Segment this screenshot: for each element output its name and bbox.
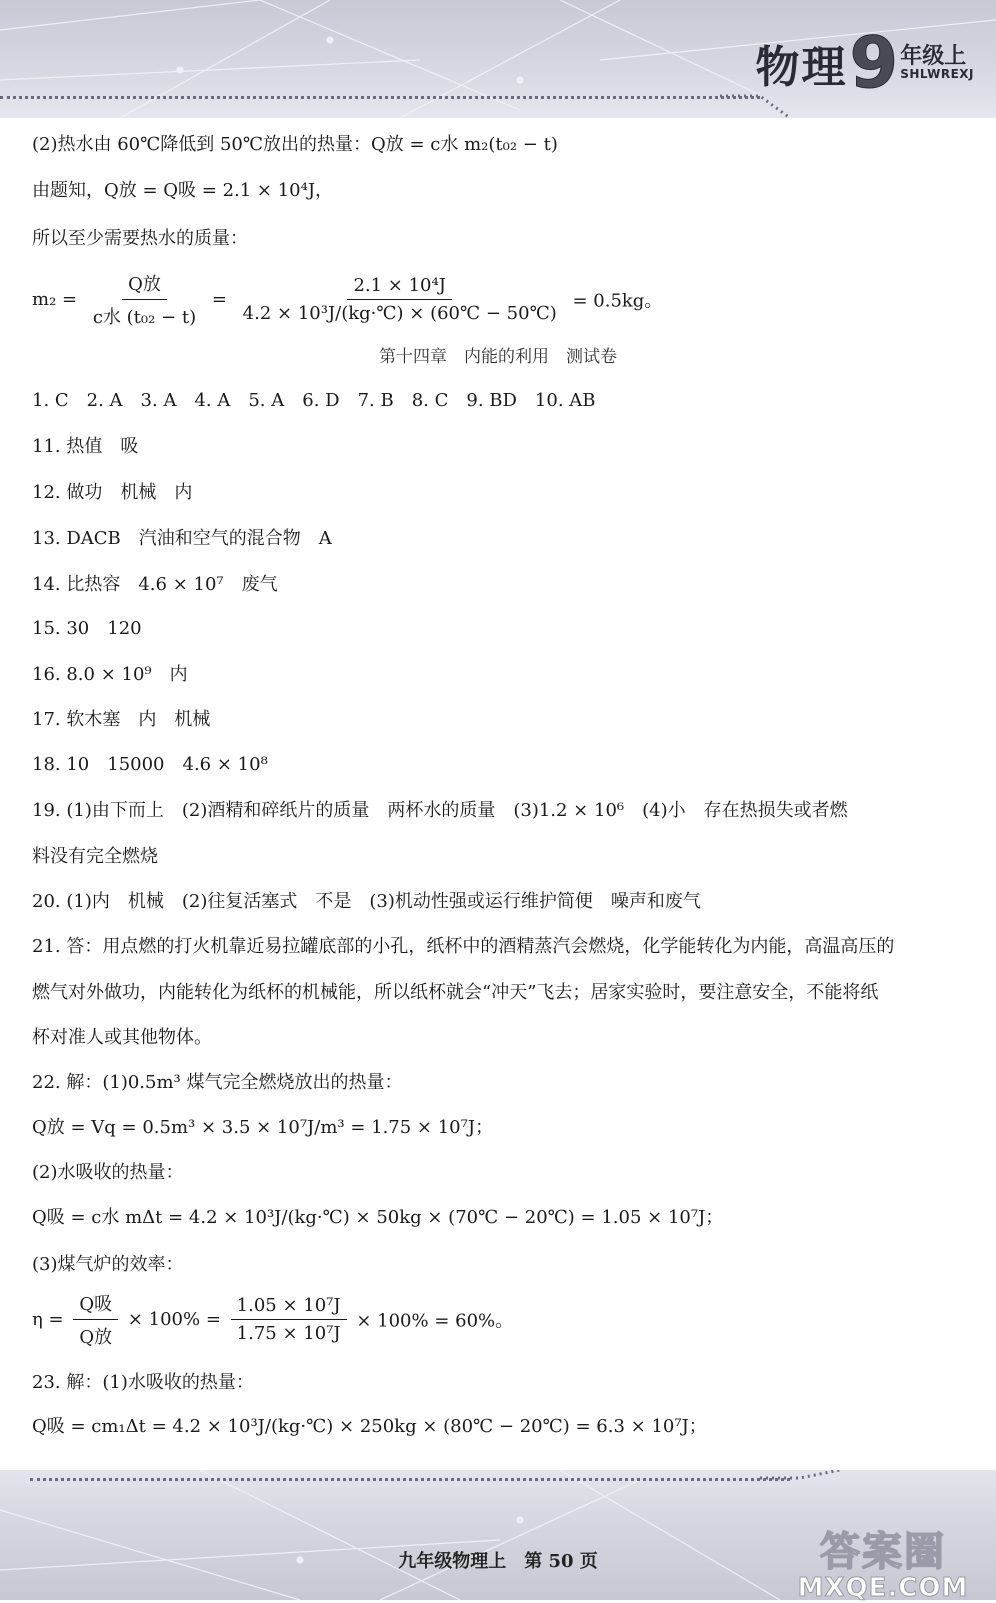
q19-line-1: 19. (1)由下而上 (2)酒精和碎纸片的质量 两杯水的质量 (3)1.2 × 10⁶ (4)小 存在热损失或者燃 [32, 800, 848, 821]
fraction-denominator: Q放 [79, 1327, 113, 1348]
formula-multiplier: × 100% = [127, 1309, 221, 1330]
q22-part-2: (2)水吸收的热量： [32, 1162, 184, 1183]
brand-grade: 年级上 [900, 44, 967, 70]
prev-known-line: 由题知，Q放 = Q吸 = 2.1 × 10⁴J， [32, 180, 334, 201]
brand-logo [755, 22, 974, 104]
prev-mass-formula [32, 270, 662, 329]
q22-formula-1: Q放 = Vq = 0.5m³ × 3.5 × 10⁷J/m³ = 1.75 × 10⁷J； [32, 1117, 494, 1138]
brand-stack [900, 45, 974, 81]
q21-line-3: 杯对准人或其他物体。 [32, 1027, 212, 1048]
formula-result: = 0.5kg。 [572, 290, 663, 312]
q22-part-3: (3)煤气炉的效率： [32, 1254, 184, 1275]
fraction-numerator: 1.05 × 10⁷J [231, 1295, 347, 1320]
formula-result: × 100% = 60%。 [356, 1310, 514, 1332]
q22-formula-2: Q吸 = c水 mΔt = 4.2 × 10³J/(kg·℃) × 50kg × (70℃ − 20℃) = 1.05 × 10⁷J； [32, 1207, 724, 1228]
formula-fraction-1 [87, 270, 202, 329]
formula-fraction-1 [73, 1290, 118, 1349]
answer-line: 11. 热值 吸 [32, 436, 139, 457]
fraction-numerator: Q放 [122, 270, 167, 300]
formula-fraction-2 [231, 1295, 347, 1344]
q23-formula-1: Q吸 = cm₁Δt = 4.2 × 10³J/(kg·℃) × 250kg × (80℃ − 20℃) = 6.3 × 10⁷J； [32, 1416, 707, 1437]
q19-line-2: 料没有完全燃烧 [32, 846, 158, 867]
fraction-numerator: Q吸 [73, 1290, 118, 1320]
q22-efficiency-formula [32, 1290, 513, 1349]
q20-line: 20. (1)内 机械 (2)往复活塞式 不是 (3)机动性强或运行维护简便 噪声和废气 [32, 891, 701, 912]
brand-grade-number: 9 [849, 22, 899, 104]
formula-equals: = [211, 289, 227, 310]
page-number-label: 九年级物理上 第 50 页 [398, 1551, 598, 1572]
answer-line: 12. 做功 机械 内 [32, 482, 193, 503]
fraction-denominator: 4.2 × 10³J/(kg·℃) × (60℃ − 50℃) [242, 303, 557, 324]
formula-lhs: η = [32, 1309, 64, 1330]
answer-line: 16. 8.0 × 10⁹ 内 [32, 664, 188, 685]
fraction-denominator: c水 (t₀₂ − t) [92, 307, 197, 328]
watermark-logo [788, 1520, 978, 1603]
answer-line: 14. 比热容 4.6 × 10⁷ 废气 [32, 574, 278, 595]
fraction-denominator: 1.75 × 10⁷J [236, 1323, 341, 1344]
answer-line: 15. 30 120 [32, 618, 142, 639]
brand-subject: 物理 [755, 42, 848, 93]
formula-fraction-2 [237, 275, 563, 324]
page-header [0, 0, 996, 118]
prev-part2-line: (2)热水由 60℃降低到 50℃放出的热量：Q放 = c水 m₂(t₀₂ − t) [32, 134, 558, 155]
q21-line-1: 21. 答：用点燃的打火机靠近易拉罐底部的小孔，纸杯中的酒精蒸汽会燃烧，化学能转化为内能，高温高压的 [32, 936, 895, 957]
q22-intro: 22. 解：(1)0.5m³ 煤气完全燃烧放出的热量： [32, 1072, 403, 1093]
answer-line: 13. DACB 汽油和空气的混合物 A [32, 528, 332, 549]
brand-code: SHLWREXJ [900, 67, 974, 82]
fraction-numerator: 2.1 × 10⁴J [347, 275, 452, 300]
watermark-bottom: MXQE.COM [797, 1573, 969, 1603]
q21-line-2: 燃气对外做功，内能转化为纸杯的机械能，所以纸杯就会“冲天”飞去；居家实验时，要注意安全，不能将纸 [32, 982, 879, 1003]
prev-so-line: 所以至少需要热水的质量： [32, 228, 248, 249]
formula-lhs: m₂ = [32, 289, 78, 310]
q23-intro: 23. 解：(1)水吸收的热量： [32, 1372, 254, 1393]
answer-line: 18. 10 15000 4.6 × 10⁸ [32, 754, 268, 775]
answer-line: 17. 软木塞 内 机械 [32, 709, 211, 730]
section-title: 第十四章 内能的利用 测试卷 [379, 347, 617, 367]
watermark-top: 答案圈 [820, 1529, 946, 1575]
header-dotted-rule [0, 96, 760, 99]
answer-line: 1. C 2. A 3. A 4. A 5. A 6. D 7. B 8. C 9. BD 10. AB [32, 390, 596, 411]
footer-dotted-rule [30, 1478, 790, 1481]
